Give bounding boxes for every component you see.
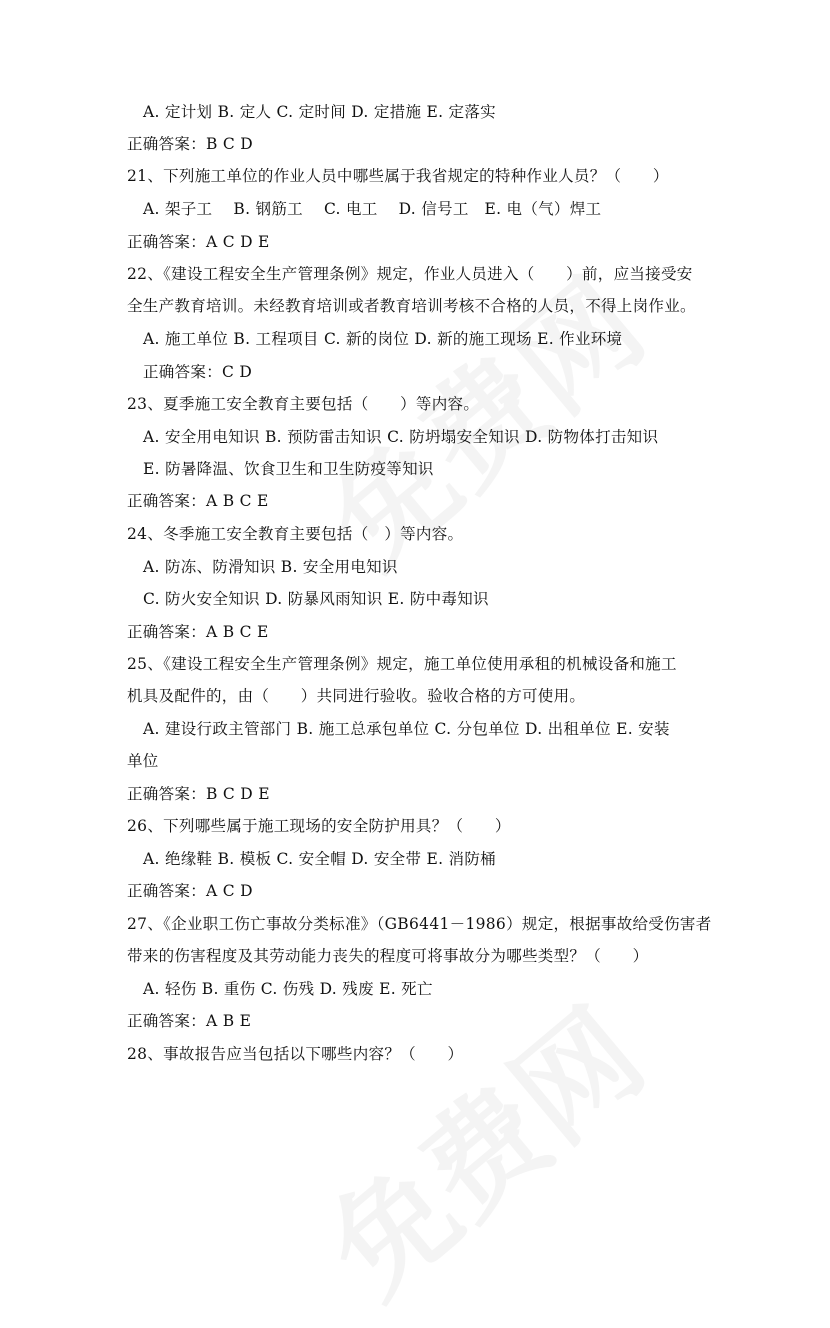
answer-line: 正确答案：B C D [127, 135, 254, 153]
option-line: A. 安全用电知识 B. 预防雷击知识 C. 防坍塌安全知识 D. 防物体打击知识 [143, 428, 659, 446]
question-line: 24、冬季施工安全教育主要包括（ ）等内容。 [127, 525, 464, 543]
answer-line: 正确答案：A B C E [127, 623, 269, 641]
answer-line: 正确答案：A B E [127, 1012, 252, 1030]
option-line: A. 架子工 B. 钢筋工 C. 电工 D. 信号工 E. 电（气）焊工 [143, 200, 602, 218]
option-line: A. 建设行政主管部门 B. 施工总承包单位 C. 分包单位 D. 出租单位 E. 安装 [143, 720, 670, 738]
question-line: 28、事故报告应当包括以下哪些内容？（ ） [127, 1045, 464, 1063]
option-line: C. 防火安全知识 D. 防暴风雨知识 E. 防中毒知识 [143, 590, 489, 608]
question-line: 全生产教育培训。未经教育培训或者教育培训考核不合格的人员，不得上岗作业。 [127, 297, 696, 315]
answer-line: 正确答案：B C D E [127, 785, 270, 803]
question-line: 22、《建设工程安全生产管理条例》规定，作业人员进入（ ）前，应当接受安 [127, 265, 693, 283]
option-line: E. 防暑降温、饮食卫生和卫生防疫等知识 [143, 460, 434, 478]
question-line: 25、《建设工程安全生产管理条例》规定，施工单位使用承租的机械设备和施工 [127, 655, 677, 673]
watermark [287, 964, 673, 1327]
question-line: 23、夏季施工安全教育主要包括（ ）等内容。 [127, 395, 480, 413]
option-line: A. 防冻、防滑知识 B. 安全用电知识 [143, 558, 398, 576]
question-line: 机具及配件的，由（ ）共同进行验收。验收合格的方可使用。 [127, 687, 586, 705]
answer-line: 正确答案：A C D E [127, 233, 270, 251]
option-line: A. 绝缘鞋 B. 模板 C. 安全帽 D. 安全带 E. 消防桶 [143, 850, 496, 868]
option-line: A. 施工单位 B. 工程项目 C. 新的岗位 D. 新的施工现场 E. 作业环境 [143, 330, 623, 348]
question-line: 21、下列施工单位的作业人员中哪些属于我省规定的特种作业人员？（ ） [127, 167, 669, 185]
answer-line: 正确答案：C D [143, 363, 253, 381]
option-line: A. 定计划 B. 定人 C. 定时间 D. 定措施 E. 定落实 [143, 103, 496, 121]
question-line: 27、《企业职工伤亡事故分类标准》（GB6441－1986）规定，根据事故给受伤害者 [127, 915, 712, 933]
answer-line: 正确答案：A B C E [127, 492, 269, 510]
answer-line: 正确答案：A C D [127, 882, 253, 900]
question-line: 26、下列哪些属于施工现场的安全防护用具？（ ） [127, 817, 511, 835]
option-line: A. 轻伤 B. 重伤 C. 伤残 D. 残废 E. 死亡 [143, 980, 433, 998]
option-line: 单位 [127, 752, 159, 770]
question-line: 带来的伤害程度及其劳动能力丧失的程度可将事故分为哪些类型？（ ） [127, 947, 649, 965]
